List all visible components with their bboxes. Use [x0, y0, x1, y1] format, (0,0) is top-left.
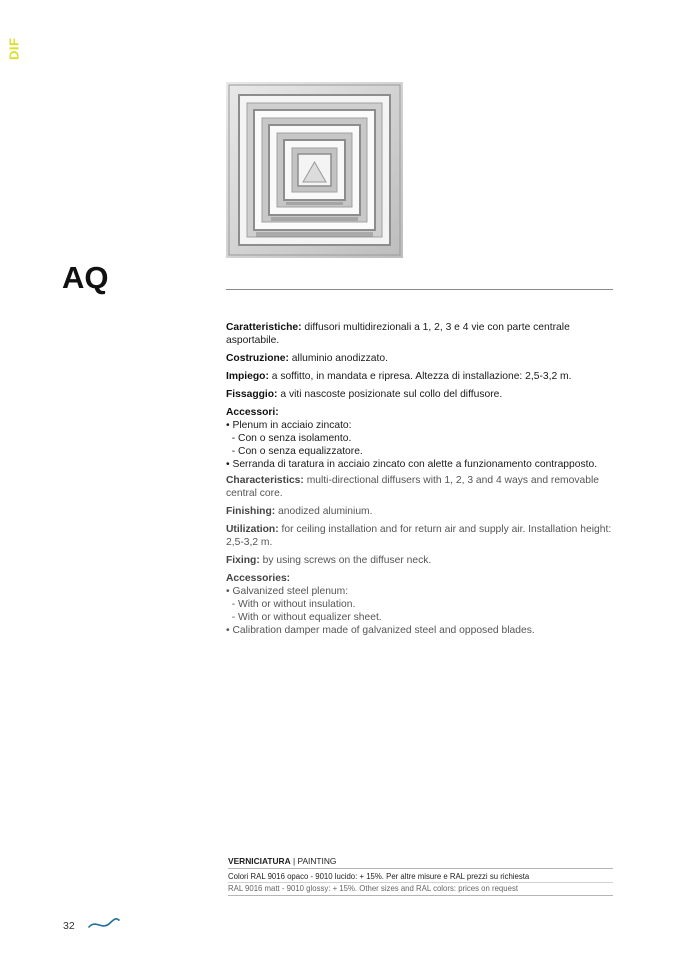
painting-heading: VERNICIATURA | PAINTING — [228, 856, 613, 869]
product-title: AQ — [62, 260, 109, 295]
title-divider — [226, 289, 613, 290]
en-fixing: Fixing: by using screws on the diffuser neck. — [226, 555, 432, 566]
it-accessories-heading: Accessori: — [226, 407, 279, 418]
it-construction: Costruzione: alluminio anodizzato. — [226, 353, 388, 364]
it-accessory-item: - Con o senza isolamento. — [226, 433, 352, 444]
en-accessory-item: • Galvanized steel plenum: — [226, 586, 349, 597]
section-tab: DIF — [6, 37, 22, 61]
en-accessories-heading: Accessories: — [226, 573, 291, 584]
it-characteristics: Caratteristiche: diffusori multidirezionali a 1, 2, 3 e 4 vie con parte centrale asportabile. — [226, 322, 570, 346]
english-description — [226, 474, 614, 637]
painting-note-it: Colori RAL 9016 opaco - 9010 lucido: + 15%. Per altre misure e RAL prezzi su richiesta — [228, 869, 613, 883]
it-accessory-item: • Serranda di taratura in acciaio zincato con alette a funzionamento contrapposto. — [226, 459, 598, 470]
painting-note-en: RAL 9016 matt - 9010 glossy: + 15%. Other sizes and RAL colors: prices on request — [228, 883, 613, 896]
en-utilization: Utilization: for ceiling installation and for return air and supply air. Installation height: 2,5-3,2 m. — [226, 524, 612, 548]
en-finishing: Finishing: anodized aluminium. — [226, 506, 373, 517]
en-accessory-item: - With or without insulation. — [226, 599, 356, 610]
diffuser-product-image — [226, 82, 403, 258]
en-accessory-item: • Calibration damper made of galvanized steel and opposed blades. — [226, 625, 535, 636]
it-accessory-item: - Con o senza equalizzatore. — [226, 446, 363, 457]
painting-info — [228, 856, 613, 896]
it-accessory-item: • Plenum in acciaio zincato: — [226, 420, 352, 431]
en-characteristics: Characteristics: multi-directional diffusers with 1, 2, 3 and 4 ways and removable central core. — [226, 475, 599, 499]
page-number: 32 — [63, 920, 75, 932]
en-accessory-item: - With or without equalizer sheet. — [226, 612, 382, 623]
italian-description — [226, 321, 614, 471]
it-usage: Impiego: a soffitto, in mandata e ripresa. Altezza di installazione: 2,5-3,2 m. — [226, 371, 572, 382]
brand-wave-icon — [88, 917, 120, 931]
it-fixing: Fissaggio: a viti nascoste posizionate sul collo del diffusore. — [226, 389, 503, 400]
